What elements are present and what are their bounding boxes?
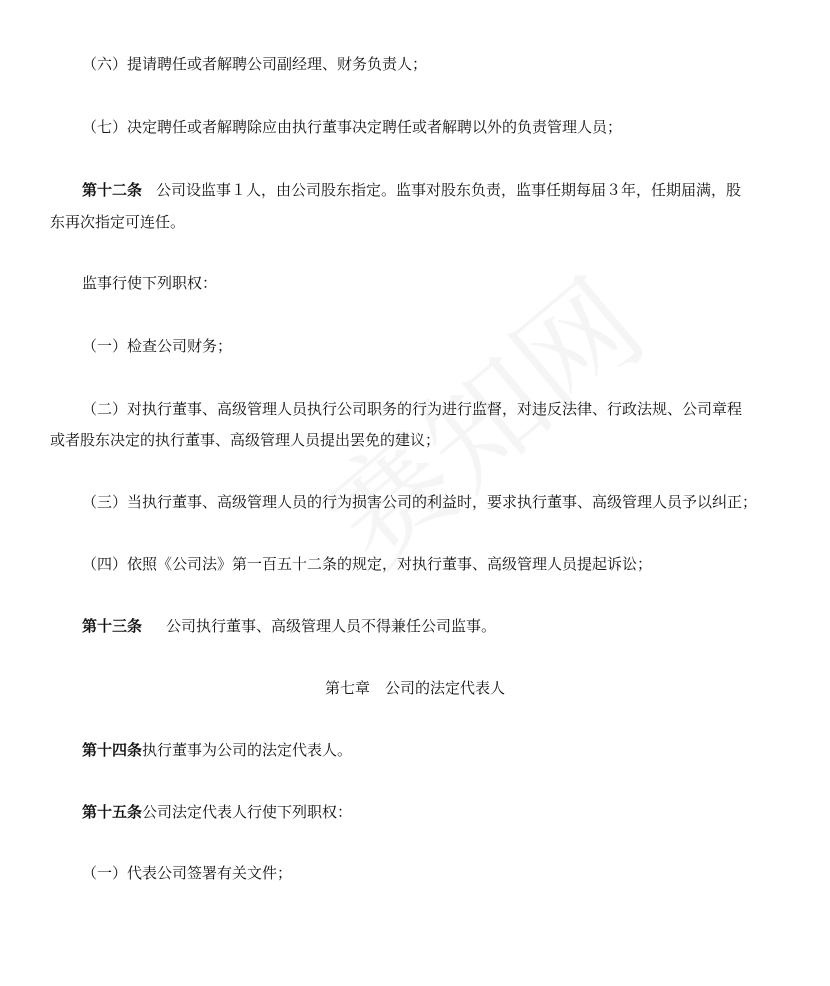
chapter-7-heading: 第七章 公司的法定代表人 bbox=[324, 679, 505, 697]
article-15 bbox=[82, 801, 352, 823]
article-12-line-1 bbox=[82, 179, 741, 201]
article-14-title: 第十四条 bbox=[82, 741, 143, 759]
supervisor-item-2-line-1: （二）对执行董事、高级管理人员执行公司职务的行为进行监督，对违反法律、行政法规、公司章程 bbox=[82, 400, 743, 418]
article-15-text: 公司法定代表人行使下列职权： bbox=[142, 803, 353, 821]
article-15-title: 第十五条 bbox=[82, 803, 143, 821]
list-item-7: （七）决定聘任或者解聘除应由执行董事决定聘任或者解聘以外的负责管理人员； bbox=[82, 118, 623, 136]
rep-item-1: （一）代表公司签署有关文件； bbox=[82, 864, 293, 882]
supervisor-powers-intro: 监事行使下列职权： bbox=[82, 274, 218, 292]
supervisor-item-4: （四）依照《公司法》第一百五十二条的规定，对执行董事、高级管理人员提起诉讼； bbox=[82, 555, 653, 573]
article-14-text: 执行董事为公司的法定代表人。 bbox=[142, 741, 353, 759]
article-13 bbox=[82, 615, 496, 637]
article-12-line-2: 东再次指定可连任。 bbox=[50, 213, 186, 231]
article-14 bbox=[82, 739, 352, 761]
supervisor-item-3: （三）当执行董事、高级管理人员的行为损害公司的利益时，要求执行董事、高级管理人员予以纠正； bbox=[82, 493, 758, 511]
article-13-text: 公司执行董事、高级管理人员不得兼任公司监事。 bbox=[166, 617, 497, 635]
supervisor-item-1: （一）检查公司财务； bbox=[82, 337, 233, 355]
list-item-6: （六）提请聘任或者解聘公司副经理、财务负责人； bbox=[82, 55, 428, 73]
article-12-text: 公司设监事１人，由公司股东指定。监事对股东负责，监事任期每届３年，任期届满，股 bbox=[156, 181, 742, 199]
article-13-title: 第十三条 bbox=[82, 617, 143, 635]
supervisor-item-2-line-2: 或者股东决定的执行董事、高级管理人员提出罢免的建议； bbox=[50, 431, 441, 449]
article-12-title: 第十二条 bbox=[82, 181, 143, 199]
